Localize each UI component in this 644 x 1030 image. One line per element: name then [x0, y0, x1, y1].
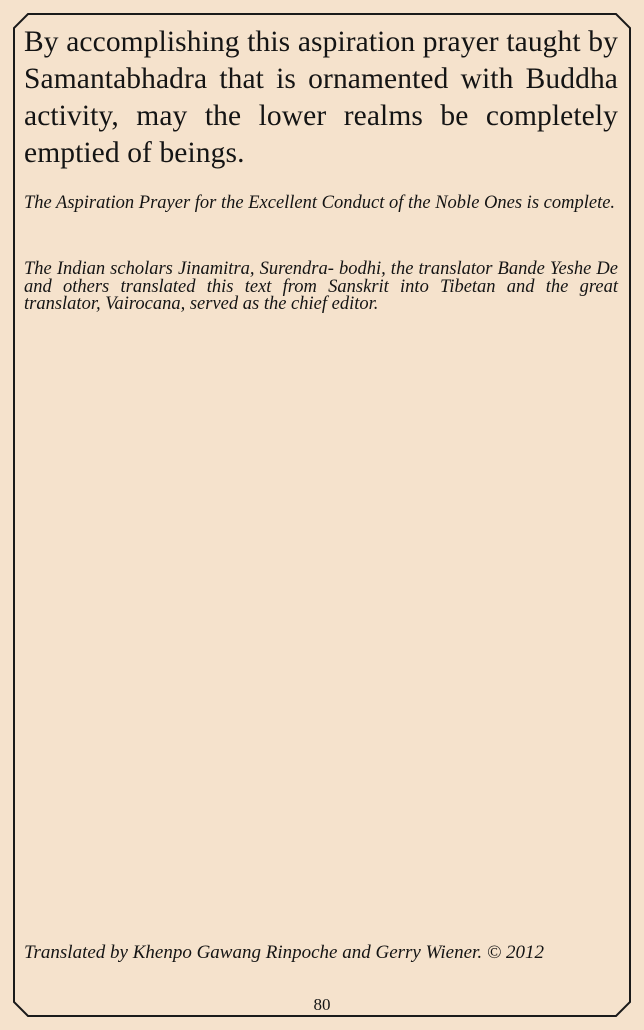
colophon-translators-text: The Indian scholars Jinamitra, Surendra- bodhi, the translator Bande Yeshe De and others translated this text from Sanskrit into Tibetan and the great translator, Vairocana, served as the chief editor.: [24, 259, 618, 314]
colophon-title-text: The Aspiration Prayer for the Excellent Conduct of the Noble Ones is complete.: [24, 193, 616, 213]
main-verse-text: By accomplishing this aspiration prayer taught by Samantabhadra that is ornamented with Buddha activity, may the lower realms be completely emptied of beings.: [24, 26, 618, 169]
page-number: 80: [313, 995, 331, 1014]
translation-credit: Translated by Khenpo Gawang Rinpoche and Gerry Wiener. © 2012: [24, 942, 545, 963]
